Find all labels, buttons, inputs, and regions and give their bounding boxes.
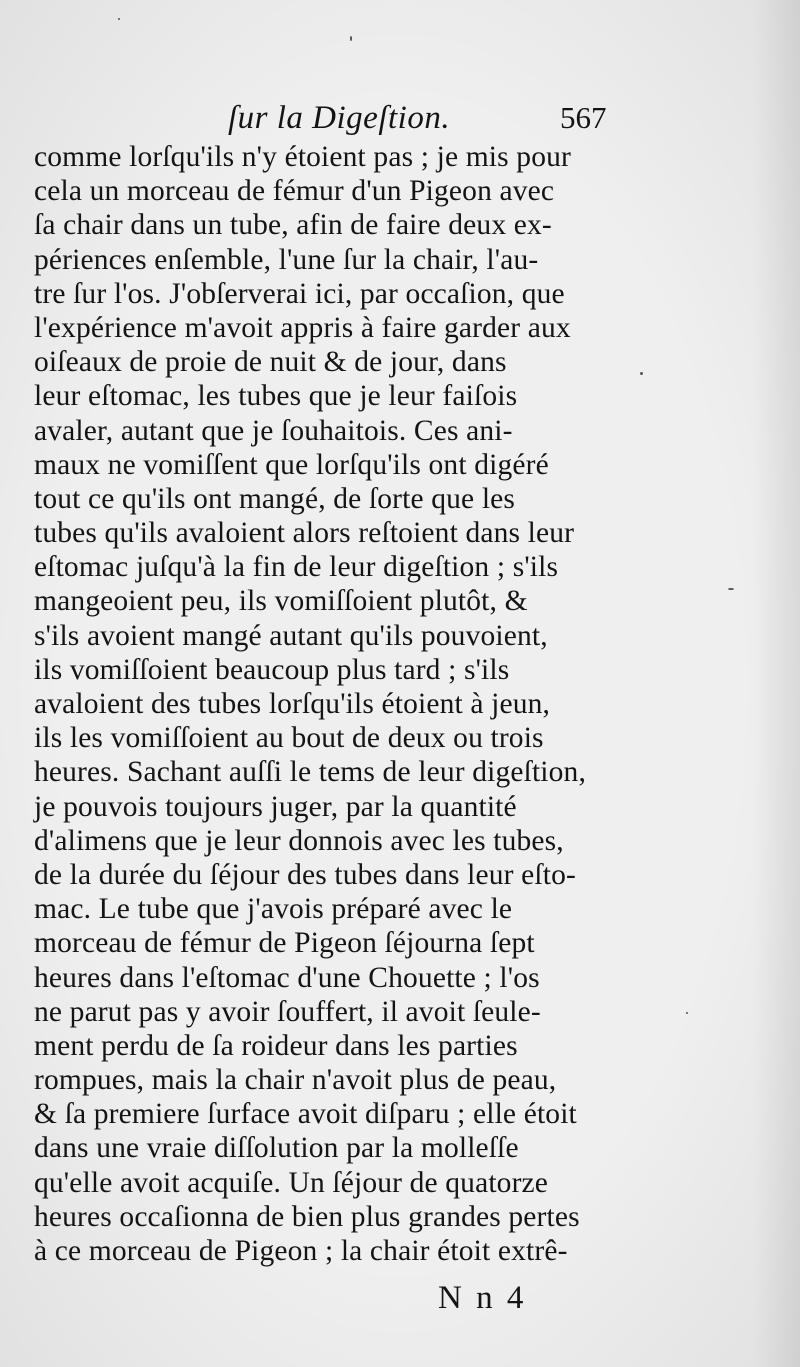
paper-speck xyxy=(118,18,120,20)
text-line: maux ne vomiſſent que lorſqu'ils ont digéré xyxy=(34,448,549,481)
text-line: mac. Le tube que j'avois préparé avec le xyxy=(34,893,513,926)
paper-speck xyxy=(640,372,643,375)
text-line: tre ſur l'os. J'obſerverai ici, par occaſion, que xyxy=(34,277,565,310)
text-line: s'ils avoient mangé autant qu'ils pouvoient, xyxy=(34,619,548,652)
page-number: 567 xyxy=(560,100,607,135)
paper-speck xyxy=(350,36,352,41)
text-line: leur eſtomac, les tubes que je leur faiſois xyxy=(34,380,518,413)
text-line: ils les vomiſſoient au bout de deux ou trois xyxy=(34,722,544,755)
text-line: ſa chair dans un tube, afin de faire deux ex- xyxy=(34,209,552,242)
text-line: avaler, autant que je ſouhaitois. Ces ani- xyxy=(34,414,513,447)
text-line: mangeoient peu, ils vomiſſoient plutôt, & xyxy=(34,585,528,618)
text-line: l'expérience m'avoit appris à faire garder aux xyxy=(34,311,571,344)
text-line: tubes qu'ils avaloient alors reſtoient dans leur xyxy=(34,517,575,550)
text-line: tout ce qu'ils ont mangé, de ſorte que les xyxy=(34,482,516,515)
body-text xyxy=(34,140,628,1268)
text-line: heures occaſionna de bien plus grandes pertes xyxy=(34,1200,580,1233)
text-line: dans une vraie diſſolution par la molleſſe xyxy=(34,1132,519,1165)
text-line: à ce morceau de Pigeon ; la chair étoit extrê- xyxy=(34,1235,568,1267)
text-line: oiſeaux de proie de nuit & de jour, dans xyxy=(34,346,507,379)
text-line: ils vomiſſoient beaucoup plus tard ; s'ils xyxy=(34,653,510,686)
text-line: & ſa premiere ſurface avoit diſparu ; elle étoit xyxy=(34,1098,577,1131)
running-head xyxy=(0,100,800,144)
text-line: ment perdu de ſa roideur dans les parties xyxy=(34,1029,518,1062)
text-line: d'alimens que je leur donnois avec les tubes, xyxy=(34,824,564,857)
paper-speck xyxy=(686,1012,688,1014)
text-line: eſtomac juſqu'à la fin de leur digeſtion ; s'ils xyxy=(34,551,559,584)
text-line: je pouvois toujours juger, par la quantité xyxy=(34,790,517,823)
paper-speck xyxy=(728,588,734,590)
text-line: heures dans l'eſtomac d'une Chouette ; l'os xyxy=(34,961,540,994)
page-edge-shadow xyxy=(752,0,800,1367)
text-line: qu'elle avoit acquiſe. Un ſéjour de quatorze xyxy=(34,1166,549,1199)
text-line: comme lorſqu'ils n'y étoient pas ; je mis pour xyxy=(34,141,571,173)
text-line: avaloient des tubes lorſqu'ils étoient à jeun, xyxy=(34,688,551,720)
text-line: morceau de fémur de Pigeon ſéjourna ſept xyxy=(34,927,535,960)
text-line: cela un morceau de fémur d'un Pigeon avec xyxy=(34,175,555,208)
text-line: ne parut pas y avoir ſouffert, il avoit ſeule- xyxy=(34,995,541,1028)
text-line: de la durée du ſéjour des tubes dans leur eſto- xyxy=(34,858,576,891)
running-head-title: ſur la Digeſtion. xyxy=(228,100,451,136)
text-line: rompues, mais la chair n'avoit plus de peau, xyxy=(34,1064,557,1097)
signature-mark: N n 4 xyxy=(438,1280,527,1316)
text-line: heures. Sachant auſſi le tems de leur digeſtion, xyxy=(34,756,586,789)
text-line: périences enſemble, l'une ſur la chair, l'au- xyxy=(34,243,539,276)
